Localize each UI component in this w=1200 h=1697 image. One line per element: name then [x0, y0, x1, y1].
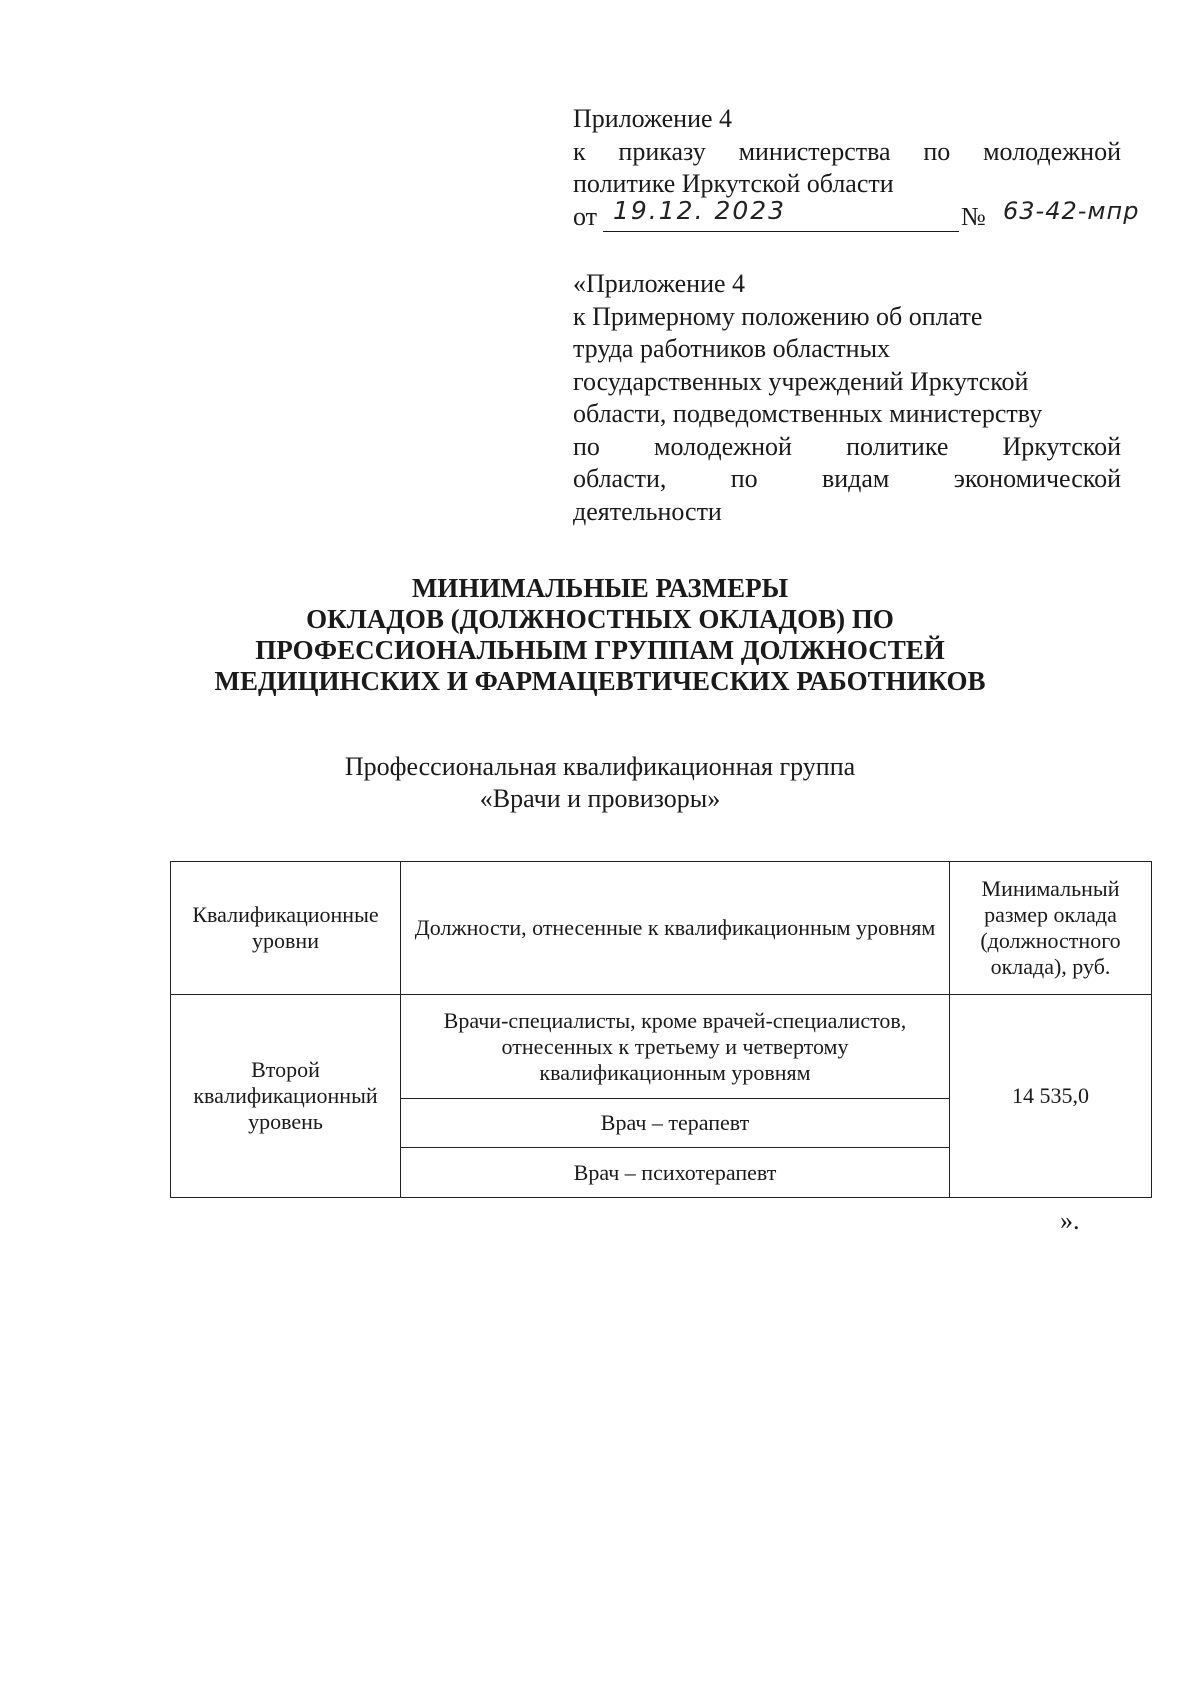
regulation-appendix-title: «Приложение 4 — [573, 269, 746, 298]
handwritten-number: 63-42-мпр — [1003, 196, 1140, 225]
position-cell: Врач – терапевт — [401, 1099, 950, 1148]
regulation-appendix-line2: труда работников областных — [573, 334, 891, 363]
qualification-level-cell: Второй квалификационный уровень — [171, 995, 401, 1198]
regulation-appendix-line7: деятельности — [573, 496, 722, 526]
order-appendix-line2: политике Иркутской области — [573, 169, 894, 198]
regulation-appendix-line6: области, по видам экономической — [573, 464, 1121, 493]
title-line3: ПРОФЕССИОНАЛЬНЫМ ГРУППАМ ДОЛЖНОСТЕЙ — [255, 635, 945, 665]
position-cell: Врачи-специалисты, кроме врачей-специалистов, отнесенных к третьему и четвертому квалификационным уровням — [401, 995, 950, 1099]
table-header-row — [171, 862, 1152, 995]
title-line2: ОКЛАДОВ (ДОЛЖНОСТНЫХ ОКЛАДОВ) ПО — [306, 604, 894, 634]
header-min-salary: Минимальный размер оклада (должностного оклада), руб. — [950, 862, 1152, 995]
closing-quote: ». — [1060, 1206, 1080, 1235]
salary-cell: 14 535,0 — [950, 995, 1152, 1198]
regulation-appendix-line3: государственных учреждений Иркутской — [573, 366, 1029, 396]
title-line1: МИНИМАЛЬНЫЕ РАЗМЕРЫ — [411, 573, 789, 603]
handwritten-date: 19.12. 2023 — [613, 195, 787, 225]
order-appendix-line1: к приказу министерства по молодежной — [573, 136, 1121, 166]
salary-table — [170, 861, 1152, 1198]
regulation-appendix-line5: по молодежной политике Иркутской — [573, 431, 1121, 461]
subtitle-line2: «Врачи и провизоры» — [479, 784, 721, 813]
document-title — [100, 573, 1100, 697]
date-label: от — [573, 201, 598, 231]
header-qualification-levels: Квалификационные уровни — [171, 862, 401, 995]
order-appendix-header — [573, 103, 1140, 233]
position-cell: Врач – психотерапевт — [401, 1148, 950, 1198]
regulation-appendix-line4: области, подведомственных министерству — [573, 399, 1043, 428]
subtitle-line1: Профессиональная квалификационная группа — [344, 752, 856, 781]
header-positions: Должности, отнесенные к квалификационным уровням — [401, 862, 950, 995]
qualification-group-subtitle — [100, 751, 1100, 815]
order-date-number-line — [573, 195, 1140, 234]
table-row — [171, 995, 1152, 1099]
date-underline — [603, 231, 959, 232]
title-line4: МЕДИЦИНСКИХ И ФАРМАЦЕВТИЧЕСКИХ РАБОТНИКОВ — [214, 666, 986, 696]
regulation-appendix-line1: к Примерному положению об оплате — [573, 301, 983, 331]
order-appendix-title: Приложение 4 — [573, 104, 733, 133]
regulation-appendix-header — [573, 268, 1121, 528]
number-label: № — [961, 201, 986, 231]
